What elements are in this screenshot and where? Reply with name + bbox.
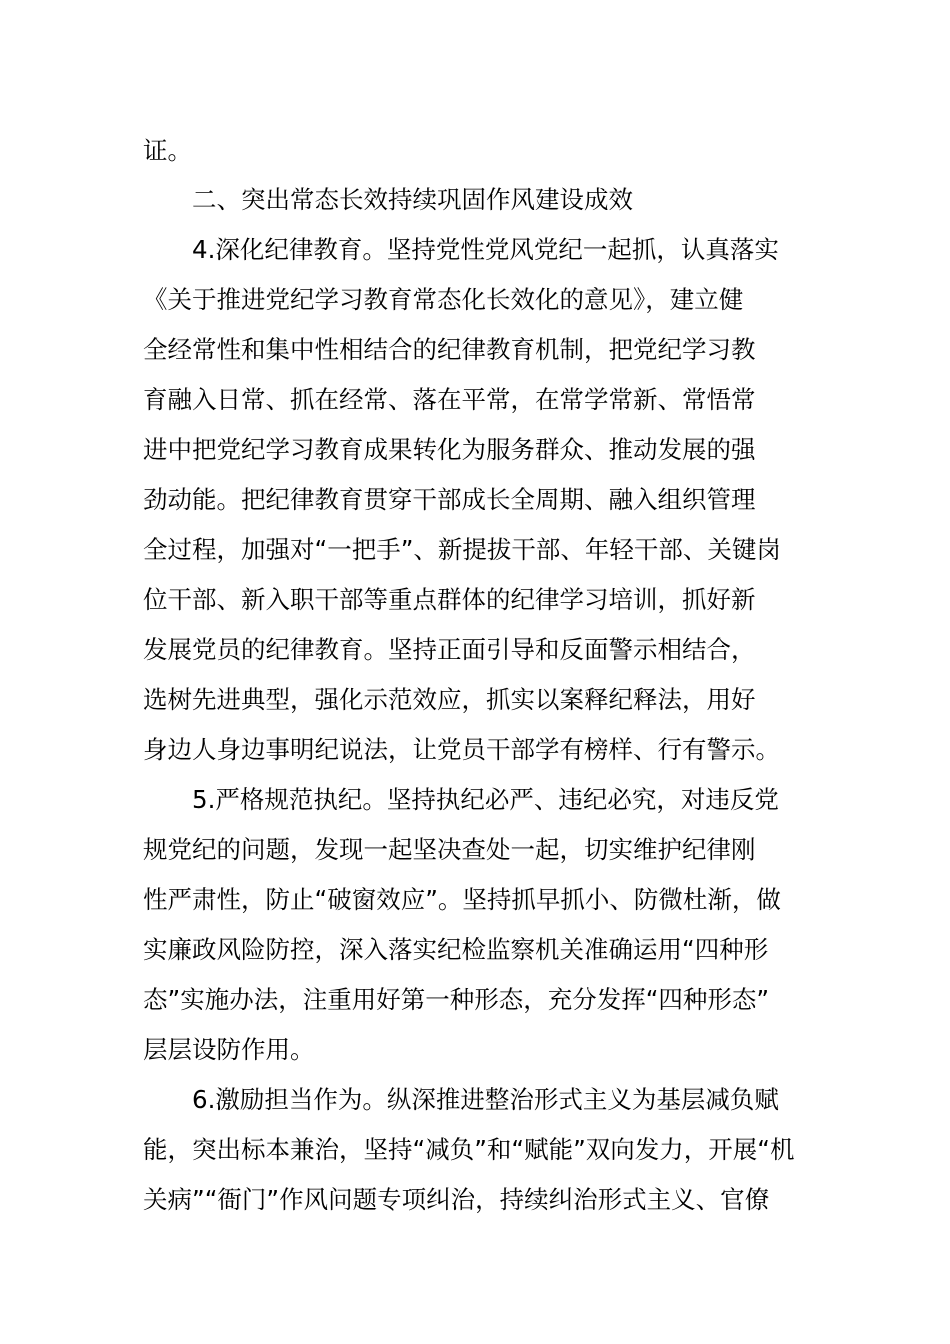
paragraph-line-18: 态”实施办法，注重用好第一种形态，充分发挥“四种形态” [143, 985, 770, 1014]
paragraph-line-19: 层层设防作用。 [143, 1035, 315, 1064]
paragraph-line-3: 4.深化纪律教育。坚持党性党风党纪一起抓，认真落实 [192, 235, 779, 264]
paragraph-line-13: 身边人身边事明纪说法，让党员干部学有榜样、行有警示。 [143, 735, 780, 764]
paragraph-line-15: 规党纪的问题，发现一起坚决查处一起，切实维护纪律刚 [143, 835, 756, 864]
paragraph-line-10: 位干部、新入职干部等重点群体的纪律学习培训，抓好新 [143, 585, 756, 614]
paragraph-line-6: 育融入日常、抓在经常、落在平常，在常学常新、常悟常 [143, 385, 756, 414]
paragraph-line-8: 劲动能。把纪律教育贯穿干部成长全周期、融入组织管理 [143, 485, 756, 514]
paragraph-line-14: 5.严格规范执纪。坚持执纪必严、违纪必究，对违反党 [192, 785, 779, 814]
paragraph-line-7: 进中把党纪学习教育成果转化为服务群众、推动发展的强 [143, 435, 756, 464]
paragraph-line-11: 发展党员的纪律教育。坚持正面引导和反面警示相结合， [143, 635, 756, 664]
paragraph-line-1: 证。 [143, 136, 192, 165]
paragraph-line-21: 能，突出标本兼治，坚持“减负”和“赋能”双向发力，开展“机 [143, 1135, 795, 1164]
paragraph-line-22: 关病”“衙门”作风问题专项纠治，持续纠治形式主义、官僚 [143, 1185, 770, 1214]
paragraph-line-9: 全过程，加强对“一把手”、新提拔干部、年轻干部、关键岗 [143, 535, 781, 564]
paragraph-line-20: 6.激励担当作为。纵深推进整治形式主义为基层减负赋 [192, 1085, 779, 1114]
paragraph-line-17: 实廉政风险防控，深入落实纪检监察机关准确运用“四种形 [143, 935, 769, 964]
paragraph-line-5: 全经常性和集中性相结合的纪律教育机制，把党纪学习教 [143, 335, 756, 364]
paragraph-line-12: 选树先进典型，强化示范效应，抓实以案释纪释法，用好 [143, 685, 756, 714]
section-heading: 二、突出常态长效持续巩固作风建设成效 [192, 185, 633, 214]
paragraph-line-4: 《关于推进党纪学习教育常态化长效化的意见》，建立健 [143, 285, 744, 314]
paragraph-line-16: 性严肃性，防止“破窗效应”。坚持抓早抓小、防微杜渐，做 [143, 885, 781, 914]
